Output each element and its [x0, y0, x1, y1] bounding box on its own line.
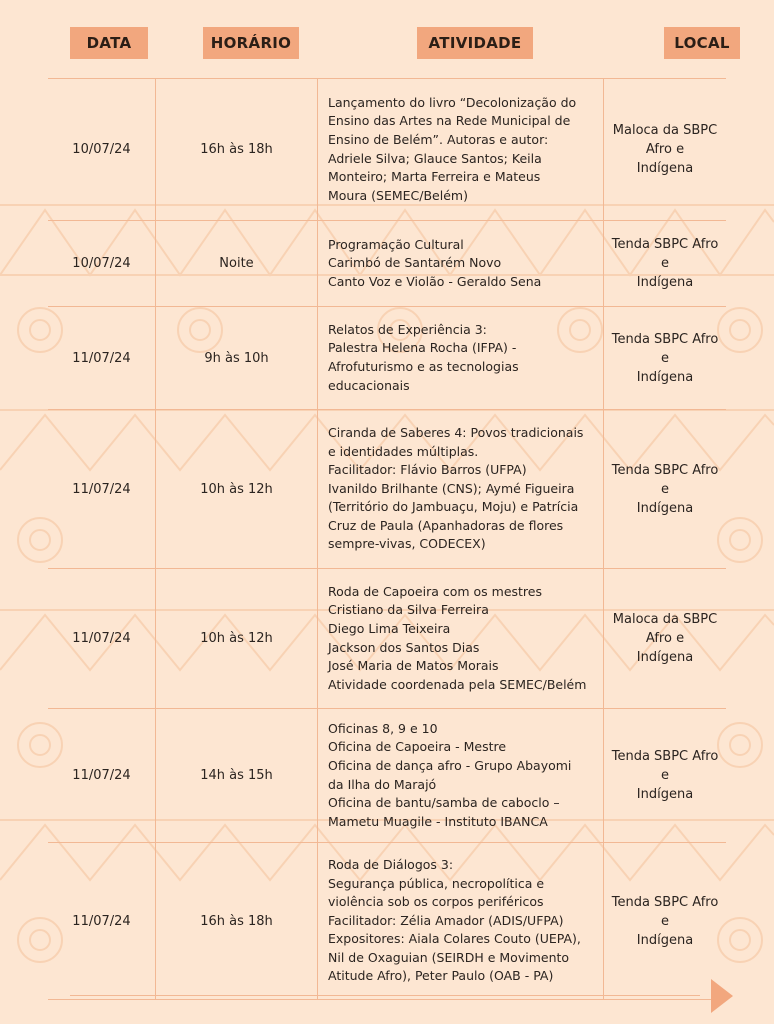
location-cell	[603, 79, 726, 220]
activity-line: Lançamento do livro “Decolonização do	[328, 94, 577, 110]
header-time: HORÁRIO	[203, 27, 299, 59]
activity-line: Nil de Oxaguian (SEIRDH e Movimento	[328, 949, 570, 965]
table-row	[48, 409, 726, 568]
activity-cell	[317, 843, 603, 999]
activity-cell	[317, 221, 603, 306]
activity-line: Atitude Afro), Peter Paulo (OAB - PA)	[328, 968, 554, 984]
activity-line: sempre-vivas, CODECEX)	[328, 536, 486, 552]
activity-line: Monteiro; Marta Ferreira e Mateus	[328, 169, 541, 185]
time-cell: 10h às 12h	[155, 410, 317, 568]
table-row	[48, 842, 726, 1000]
location-cell	[603, 709, 726, 842]
table-row	[48, 306, 726, 409]
table-row	[48, 568, 726, 708]
date-cell: 11/07/24	[72, 481, 131, 497]
date-cell: 11/07/24	[72, 768, 131, 783]
activity-line: violência sob os corpos periféricos	[328, 894, 544, 910]
activity-line: Cristiano da Silva Ferreira	[328, 602, 489, 618]
activity-line: Oficina de Capoeira - Mestre	[328, 739, 507, 755]
location-line: Tenda SBPC Afro e	[611, 237, 719, 271]
location-cell	[603, 410, 726, 568]
header-date: DATA	[70, 27, 148, 59]
activity-line: Roda de Capoeira com os mestres	[328, 583, 542, 599]
table-row	[48, 78, 726, 220]
activity-line: Cruz de Paula (Apanhadoras de flores	[328, 517, 564, 533]
location-line: Tenda SBPC Afro e	[611, 462, 719, 497]
location-line: Maloca da SBPC Afro e	[612, 123, 718, 157]
time-cell: Noite	[155, 221, 317, 306]
table-row	[48, 708, 726, 842]
activity-line: Ensino de Belém”. Autoras e autor:	[328, 131, 549, 147]
bottom-divider	[70, 995, 700, 996]
activity-line: Ivanildo Brilhante (CNS); Aymé Figueira	[328, 480, 575, 496]
activity-cell	[317, 709, 603, 842]
arrow-right-icon[interactable]	[711, 979, 733, 1013]
location-line: Tenda SBPC Afro e	[611, 894, 719, 929]
schedule-table	[48, 78, 726, 1000]
location-line: Indígena	[636, 650, 694, 665]
time-cell: 14h às 15h	[155, 709, 317, 842]
location-cell	[603, 221, 726, 306]
activity-line: Facilitador: Zélia Amador (ADIS/UFPA)	[328, 912, 564, 928]
activity-line: Ciranda de Saberes 4: Povos tradicionais	[328, 424, 584, 440]
activity-line: Relatos de Experiência 3:	[328, 321, 487, 337]
location-line: Indígena	[636, 369, 694, 385]
activity-line: Atividade coordenada pela SEMEC/Belém	[328, 676, 587, 692]
time-cell: 9h às 10h	[155, 307, 317, 409]
activity-line: Jackson dos Santos Dias	[328, 639, 480, 655]
header-activity: ATIVIDADE	[417, 27, 533, 59]
time-cell: 10h às 12h	[155, 569, 317, 708]
activity-line: Facilitador: Flávio Barros (UFPA)	[328, 462, 527, 478]
location-line: Indígena	[636, 932, 694, 948]
activity-line: Moura (SEMEC/Belém)	[328, 187, 468, 203]
location-line: Tenda SBPC Afro e	[611, 331, 719, 366]
location-line: Maloca da SBPC Afro e	[612, 612, 718, 646]
activity-line: e identidades múltiplas.	[328, 443, 479, 459]
activity-line: Diego Lima Teixeira	[328, 620, 451, 636]
table-row	[48, 220, 726, 306]
activity-cell	[317, 307, 603, 409]
activity-line: Mametu Muagile - Instituto IBANCA	[328, 813, 548, 829]
activity-line: Roda de Diálogos 3:	[328, 856, 454, 872]
table-header	[48, 26, 730, 60]
location-cell	[603, 569, 726, 708]
activity-line: Palestra Helena Rocha (IFPA) -	[328, 340, 517, 356]
location-line: Indígena	[636, 275, 694, 290]
location-line: Indígena	[636, 500, 694, 516]
activity-line: (Território do Jambuaçu, Moju) e Patrícia	[328, 499, 579, 515]
time-cell: 16h às 18h	[155, 843, 317, 999]
activity-line: Carimbó de Santarém Novo	[328, 255, 502, 271]
date-cell: 10/07/24	[72, 256, 131, 271]
activity-line: Afrofuturismo e as tecnologias	[328, 359, 519, 374]
activity-line: Oficina de bantu/samba de caboclo –	[328, 795, 560, 811]
activity-line: Canto Voz e Violão - Geraldo Sena	[328, 273, 542, 289]
activity-cell	[317, 569, 603, 708]
activity-line: José Maria de Matos Morais	[328, 658, 499, 674]
activity-line: educacionais	[328, 377, 410, 393]
location-cell	[603, 843, 726, 999]
activity-line: Segurança pública, necropolítica e	[328, 875, 545, 891]
activity-line: Oficinas 8, 9 e 10	[328, 720, 438, 736]
time-cell: 16h às 18h	[155, 79, 317, 220]
activity-cell	[317, 410, 603, 568]
date-cell: 11/07/24	[72, 350, 131, 366]
date-cell: 11/07/24	[72, 913, 131, 929]
date-cell: 11/07/24	[72, 631, 131, 646]
activity-line: Ensino das Artes na Rede Municipal de	[328, 113, 571, 129]
location-cell	[603, 307, 726, 409]
date-cell: 10/07/24	[72, 142, 131, 157]
header-location: LOCAL	[664, 27, 740, 59]
location-line: Tenda SBPC Afro e	[611, 749, 719, 783]
activity-line: Programação Cultural	[328, 236, 464, 252]
activity-line: Oficina de dança afro - Grupo Abayomi	[328, 757, 572, 773]
location-line: Indígena	[636, 787, 694, 802]
activity-cell	[317, 79, 603, 220]
activity-line: Expositores: Aiala Colares Couto (UEPA),	[328, 931, 581, 947]
activity-line: Adriele Silva; Glauce Santos; Keila	[328, 150, 542, 166]
activity-line: da Ilha do Marajó	[328, 776, 437, 792]
location-line: Indígena	[636, 161, 694, 176]
